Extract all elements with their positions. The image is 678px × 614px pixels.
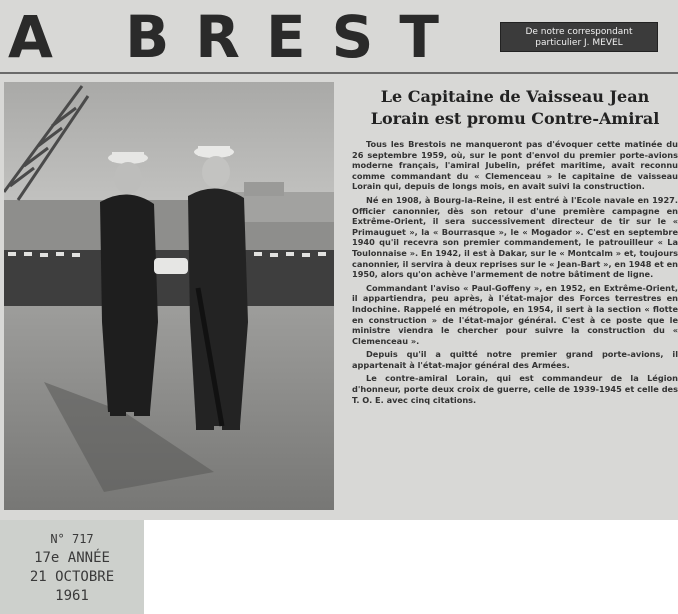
byline-line-2: particulier J. MEVEL <box>535 38 623 48</box>
masthead <box>0 0 678 74</box>
ceremony-photo <box>4 82 334 510</box>
issue-date-stamp <box>0 520 144 614</box>
correspondent-box <box>500 22 658 52</box>
issue-date: 21 OCTOBRE <box>29 569 115 585</box>
paragraph: Commandant l'aviso « Paul-Goffeny », en 1952, en Extrême-Orient, il appartiendra, peu après, à l'état-major des Forces terrestres en Indochine. Rappelé en métropole, en 1954, il sert à la section « flotte en construction » de l'état-major général. C'est à ce poste que le ministre viendra le chercher pour suivre la construction du « Clemenceau ». <box>352 282 678 346</box>
paragraph: Tous les Brestois ne manqueront pas d'évoquer cette matinée du 26 septembre 1959, où, sur le pont d'envol du premier porte-avions moderne français, l'amiral Jubelin, préfet maritime, avait reconnu comme commandant du « Clemenceau » le capitaine de vaisseau Lorain qui, depuis de longs mois, en avait suivi la construction. <box>352 139 678 192</box>
paragraph: Depuis qu'il a quitté notre premier grand porte-avions, il appartenait à l'état-major général des Armées. <box>352 349 678 370</box>
byline-line-1: De notre correspondant <box>525 27 633 37</box>
issue-year-number: 1961 <box>55 588 89 604</box>
article-title: Le Capitaine de Vaisseau Jean Lorain est promu Contre-Amiral <box>370 87 660 128</box>
article <box>352 86 678 408</box>
headline: A BREST <box>8 3 465 71</box>
paragraph: Né en 1908, à Bourg-la-Reine, il est entré à l'Ecole navale en 1927. Officier canonnier, dès son retour d'une première campagne en Extrême-Orient, il sera successivement directeur de tir sur le « Primauguet », la « Bourrasque », le « Mogador ». C'est en septembre 1940 qu'il recevra son premier commandement, le patrouilleur « La Toulonnaise ». En 1942, il est à Dakar, sur le « Montcalm » et, toujours canonnier, il servira à deux reprises sur le « Jean-Bart », en 1948 et en 1950, alors qu'on achève l'armement de notre bâtiment de ligne. <box>352 194 678 280</box>
issue-year: 17e ANNÉE <box>34 550 110 566</box>
paragraph: Le contre-amiral Lorain, qui est commandeur de la Légion d'honneur, porte deux croix de guerre, celle de 1939-1945 et celle des T. O. E. avec cinq citations. <box>352 373 678 405</box>
issue-number: N° 717 <box>50 532 94 546</box>
